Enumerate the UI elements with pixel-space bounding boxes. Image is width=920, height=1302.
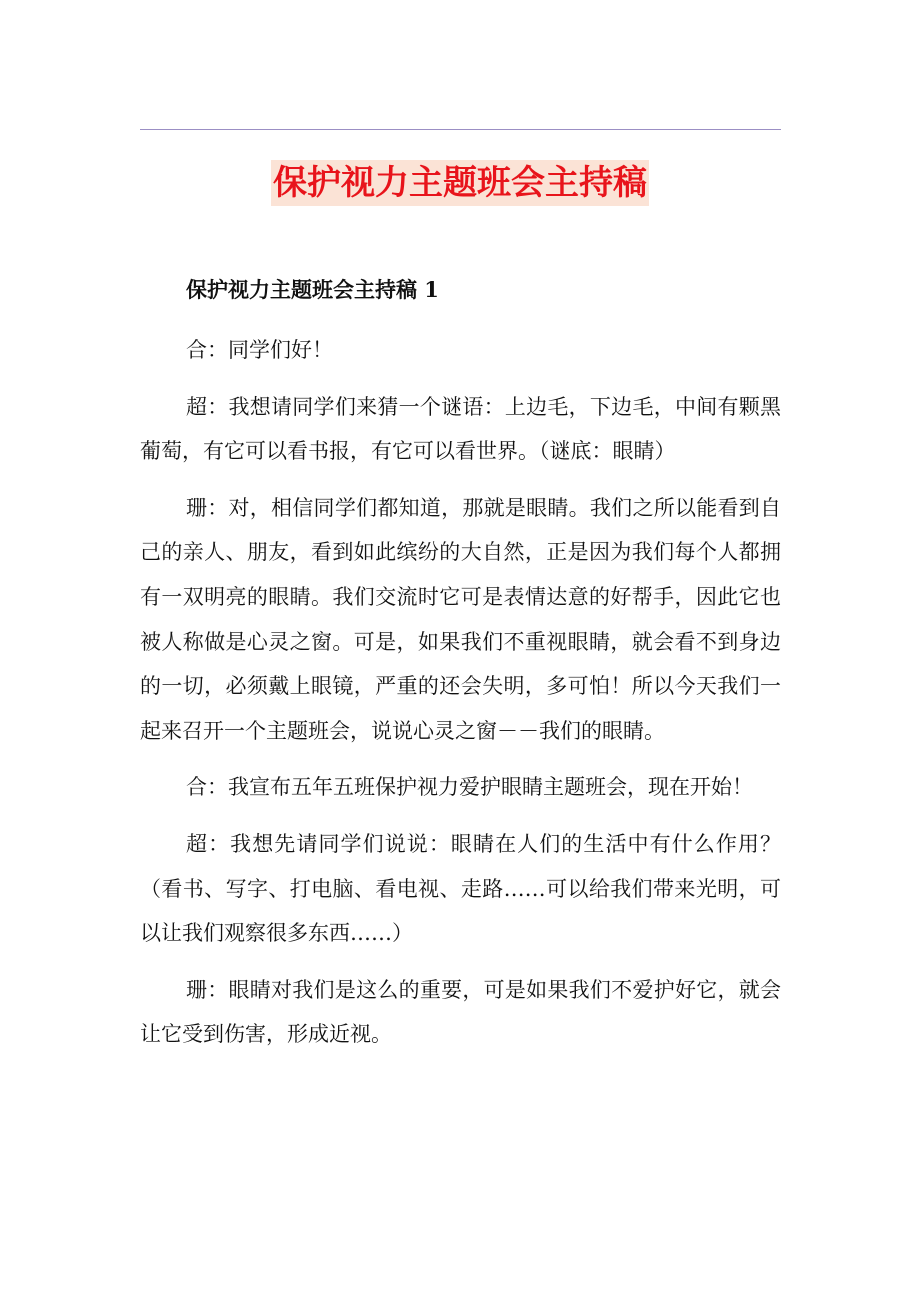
paragraph: 超：我想请同学们来猜一个谜语：上边毛，下边毛，中间有颗黑葡萄，有它可以看书报，有它可以看世界。（谜底：眼睛） <box>140 394 781 464</box>
title-container <box>0 160 920 206</box>
document-body <box>140 268 781 1057</box>
section-heading: 保护视力主题班会主持稿 1 <box>186 277 439 302</box>
paragraph: 合：我宣布五年五班保护视力爱护眼睛主题班会，现在开始！ <box>186 775 753 800</box>
paragraph: 珊：眼睛对我们是这么的重要，可是如果我们不爱护好它，就会让它受到伤害，形成近视。 <box>140 977 781 1047</box>
paragraph: 珊：对，相信同学们都知道，那就是眼睛。我们之所以能看到自己的亲人、朋友，看到如此缤纷的大自然，正是因为我们每个人都拥有一双明亮的眼睛。我们交流时它可是表情达意的好帮手，因此它也被人称做是心灵之窗。可是，如果我们不重视眼睛，就会看不到身边的一切，必须戴上眼镜，严重的还会失明，多可怕！所以今天我们一起来召开一个主题班会，说说心灵之窗－－我们的眼睛。 <box>140 495 781 743</box>
paragraph: 合：同学们好！ <box>186 338 333 362</box>
document-title: 保护视力主题班会主持稿 <box>271 160 649 206</box>
paragraph: 超：我想先请同学们说说：眼睛在人们的生活中有什么作用？（看书、写字、打电脑、看电视、走路……可以给我们带来光明，可以让我们观察很多东西……） <box>140 831 781 946</box>
header-rule <box>140 129 781 130</box>
